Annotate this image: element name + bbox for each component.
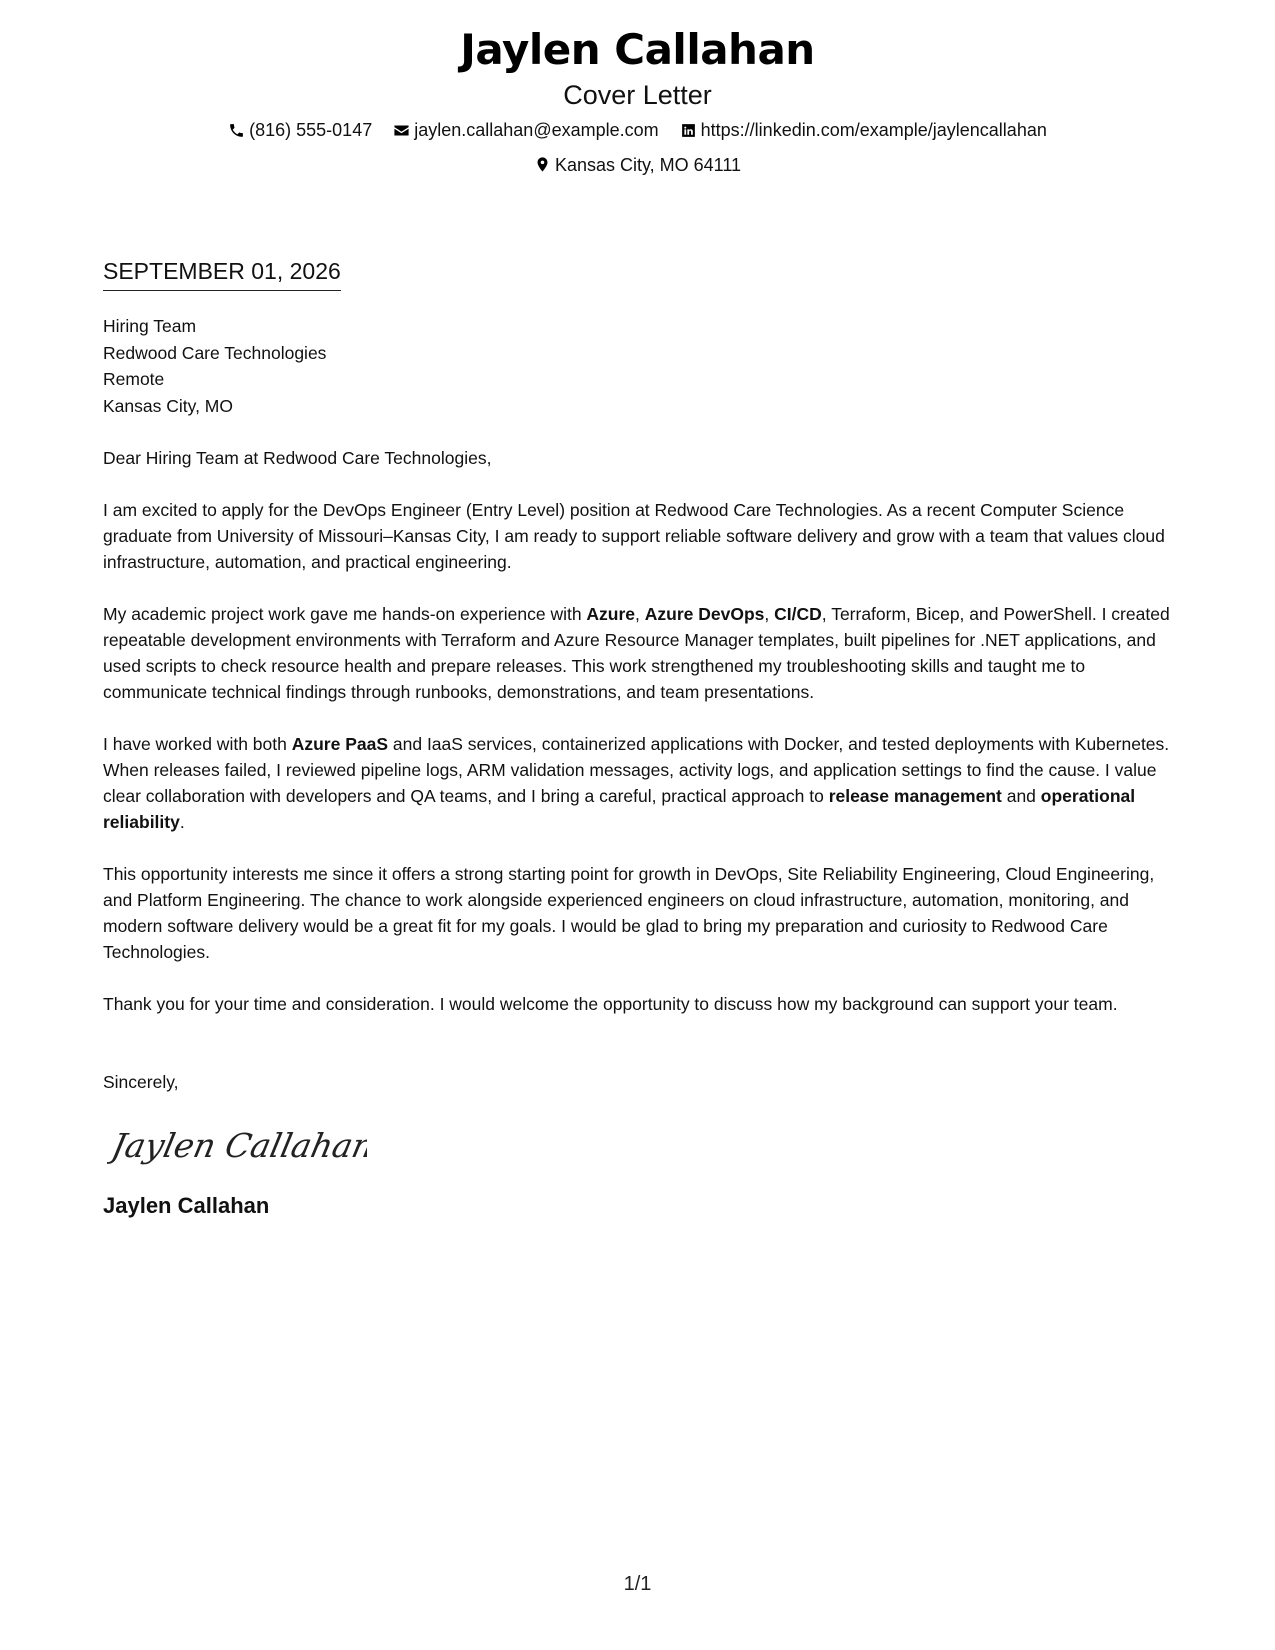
signature-text: Jaylen Callahan [108, 1126, 367, 1165]
contact-location [534, 153, 741, 177]
keyword: CI/CD [774, 604, 822, 624]
location-text: Kansas City, MO 64111 [554, 154, 742, 175]
contact-row-primary [0, 118, 1275, 145]
document-subtitle: Cover Letter [563, 80, 712, 110]
text-run: , [764, 604, 775, 624]
keyword: release management [828, 786, 1002, 806]
page-number: 1/1 [623, 1573, 652, 1595]
applicant-name: Jaylen Callahan [460, 25, 815, 74]
salutation: Dear Hiring Team at Redwood Care Technologies, [103, 448, 492, 468]
recipient-city: Kansas City, MO [103, 395, 233, 416]
contact-phone [228, 118, 372, 142]
envelope-icon [393, 122, 410, 139]
paragraph-intro: I am excited to apply for the DevOps Engineer (Entry Level) position at Redwood Care Technologies. As a recent Computer Science graduate from University of Missouri–Kansas City, I am ready to support reliable software delivery and grow with a team that values cloud infrastructure, automation, and practical engineering. [103, 500, 1165, 572]
closing: Sincerely, [103, 1072, 179, 1092]
paragraph-skills [103, 731, 1178, 835]
handwritten-signature [107, 1115, 367, 1173]
phone-icon [228, 122, 245, 139]
contact-linkedin[interactable] [680, 118, 1047, 142]
text-run: and [1001, 786, 1041, 806]
email-address[interactable]: jaylen.callahan@example.com [414, 120, 659, 140]
paragraph-experience [103, 601, 1178, 705]
text-run: and IaaS services, containerized applications with Docker, and tested deployments with Kubernetes. When releases failed, I reviewed pipeline logs, ARM validation messages, activity logs, and application settings to find the cause. I value clear collaboration with developers and QA teams, and I bring a careful, practical approach to [103, 734, 1170, 806]
text-run: My academic project work gave me hands-on experience with [103, 604, 587, 624]
letter-header [0, 22, 1275, 179]
linkedin-url[interactable]: https://linkedin.com/example/jaylencallahan [700, 120, 1047, 140]
recipient-company: Redwood Care Technologies [103, 342, 327, 363]
letter-body [103, 256, 1178, 1220]
recipient-line: Remote [103, 369, 165, 389]
phone-number: (816) 555-0147 [249, 120, 373, 140]
text-run: I have worked with both [103, 734, 292, 754]
keyword: Azure PaaS [291, 734, 389, 754]
paragraph-thanks: Thank you for your time and consideration. I would welcome the opportunity to discuss how my background can support your team. [103, 994, 1118, 1014]
letter-date: SEPTEMBER 01, 2026 [103, 256, 341, 291]
signer-name: Jaylen Callahan [103, 1193, 270, 1218]
keyword: Azure DevOps [644, 604, 765, 624]
keyword: Azure [586, 604, 636, 624]
contact-row-secondary [0, 153, 1275, 180]
text-run: . [179, 812, 185, 832]
recipient-block [103, 313, 1178, 419]
text-run: , Terraform, Bicep, and PowerShell. I created repeatable development environments with Terraform and Azure Resource Manager templates, built pipelines for .NET applications, and used scripts to check resource health and prepare releases. This work strengthened my troubleshooting skills and taught me to communicate technical findings through runbooks, demonstrations, and team presentations. [103, 604, 1170, 702]
recipient-line: Hiring Team [103, 316, 197, 336]
keyword: operational reliability [103, 786, 1136, 832]
map-pin-icon [534, 156, 551, 173]
text-run: , [635, 604, 645, 624]
contact-email[interactable] [393, 118, 658, 142]
paragraph-motivation: This opportunity interests me since it offers a strong starting point for growth in DevOps, Site Reliability Engineering, Cloud Engineering, and Platform Engineering. The chance to work alongside experienced engineers on cloud infrastructure, automation, monitoring, and modern software delivery would be a great fit for my goals. I would be glad to bring my preparation and curiosity to Redwood Care Technologies. [103, 864, 1155, 962]
linkedin-icon [680, 122, 697, 139]
